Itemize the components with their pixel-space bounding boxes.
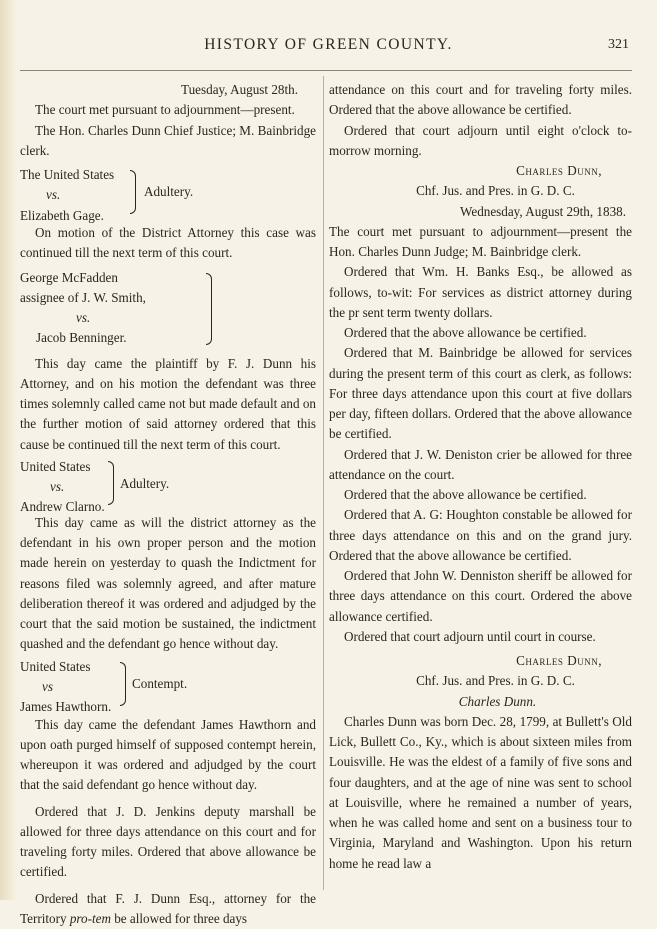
page-header xyxy=(0,36,657,56)
case-plaintiff-assignee: assignee of J. W. Smith, xyxy=(20,288,316,308)
paragraph: Ordered that the above allowance be certified. xyxy=(329,323,632,343)
paragraph: Ordered that M. Bainbridge be allowed for services during the present term of this court as clerk, as follows: For three days attendance upon this court at five dollars per day, fifteen dollars. Ordered that the above allowance be certified. xyxy=(329,343,632,444)
running-head: HISTORY OF GREEN COUNTY. xyxy=(0,36,657,54)
case-caption xyxy=(20,457,316,507)
signature-title: Chf. Jus. and Pres. in G. D. C. xyxy=(329,671,632,691)
case-charge: Adultery. xyxy=(120,474,169,494)
case-defendant: Andrew Clarno. xyxy=(20,497,316,517)
case-charge: Adultery. xyxy=(144,182,193,202)
signature-name: Charles Dunn, xyxy=(329,161,632,181)
date-heading: Wednesday, August 29th, 1838. xyxy=(329,202,632,222)
paragraph: Ordered that J. W. Deniston crier be allowed for three attendance on the court. xyxy=(329,445,632,486)
paragraph: Ordered that Wm. H. Banks Esq., be allowed as follows, to-wit: For services as district attorney during the pr sent term twenty dollars. xyxy=(329,262,632,323)
case-plaintiff: United States xyxy=(20,457,316,477)
column-divider xyxy=(323,76,324,890)
latin-term: pro-tem xyxy=(70,911,111,926)
case-brace xyxy=(206,273,212,345)
paragraph: Ordered that the above allowance be certified. xyxy=(329,485,632,505)
case-brace xyxy=(108,461,114,505)
case-versus: vs. xyxy=(20,185,316,205)
paragraph: This day came the plaintiff by F. J. Dunn his Attorney, and on his motion the defendant was three times solemnly called came not but made default and on the further motion of said attorney ordered that this cause be continued till the next term of this court. xyxy=(20,354,316,455)
paragraph xyxy=(20,889,316,929)
paragraph: Ordered that J. D. Jenkins deputy marshall be allowed for three days attendance on this court and for traveling forty miles. Ordered that above allowance be certified. xyxy=(20,802,316,883)
signature-italic: Charles Dunn. xyxy=(329,692,632,712)
paragraph: attendance on this court and for traveling forty miles. Ordered that the above allowance be certified. xyxy=(329,80,632,121)
paragraph-text: be allowed for three days xyxy=(114,911,247,926)
case-plaintiff: The United States xyxy=(20,165,316,185)
signature-title: Chf. Jus. and Pres. in G. D. C. xyxy=(329,181,632,201)
paragraph: Ordered that court adjourn until court in course. xyxy=(329,627,632,647)
signature-name: Charles Dunn, xyxy=(329,651,632,671)
header-rule xyxy=(20,70,632,71)
case-brace xyxy=(130,170,136,214)
paragraph: This day came as will the district attorney as the defendant in his own proper person and the motion made herein on yesterday to quash the Indictment for reasons filed was solemnly agreed, and after mature deliberation thereof it was ordered and adjudged by the court that the said motion be sustained, the indictment quashed and the defendant go hence without day. xyxy=(20,513,316,655)
case-versus: vs. xyxy=(20,308,316,328)
right-column xyxy=(329,80,632,874)
page-edge-shadow xyxy=(0,0,18,900)
date-heading: Tuesday, August 28th. xyxy=(20,80,316,100)
page-number: 321 xyxy=(608,37,629,53)
case-plaintiff: George McFadden xyxy=(20,268,316,288)
case-versus: vs xyxy=(20,677,316,697)
case-brace xyxy=(120,662,126,706)
case-defendant: Jacob Benninger. xyxy=(20,328,316,348)
case-charge: Contempt. xyxy=(132,674,187,694)
paragraph: Ordered that A. G: Houghton constable be allowed for three days attendance on this and on the grand jury. Ordered that the above allowance be certified. xyxy=(329,505,632,566)
left-column xyxy=(20,80,316,929)
case-caption xyxy=(20,268,316,348)
paragraph: This day came the defendant James Hawthorn and upon oath purged himself of supposed contempt herein, whereupon it was ordered and adjudged by the court that the said defendant go hence without day. xyxy=(20,715,316,796)
case-defendant: James Hawthorn. xyxy=(20,697,316,717)
case-defendant: Elizabeth Gage. xyxy=(20,206,316,226)
case-versus: vs. xyxy=(20,477,316,497)
case-caption xyxy=(20,657,316,709)
paragraph: The Hon. Charles Dunn Chief Justice; M. Bainbridge clerk. xyxy=(20,121,316,162)
paragraph-text: Ordered that F. J. Dunn Esq., attorney for the Territory xyxy=(20,891,316,926)
paragraph: Ordered that John W. Denniston sheriff be allowed for three days attendance on this court. Ordered the above allowance certified. xyxy=(329,566,632,627)
case-plaintiff: United States xyxy=(20,657,316,677)
paragraph: Ordered that court adjourn until eight o'clock to-morrow morning. xyxy=(329,121,632,162)
paragraph: On motion of the District Attorney this case was continued till the next term of this court. xyxy=(20,223,316,264)
case-caption xyxy=(20,165,316,217)
paragraph: Charles Dunn was born Dec. 28, 1799, at Bullett's Old Lick, Bullett Co., Ky., which is about sixteen miles from Louisville. He was the eldest of a family of five sons and four daughters, and at the age of nine was sent to school at Louisville, where he remained a number of years, when he was called home and sent on a business tour to Virginia, Maryland and Washington. Upon his return home he read law a xyxy=(329,712,632,874)
paragraph: The court met pursuant to adjournment—present. xyxy=(20,100,316,120)
paragraph: The court met pursuant to adjournment—present the Hon. Charles Dunn Judge; M. Bainbridge clerk. xyxy=(329,222,632,263)
